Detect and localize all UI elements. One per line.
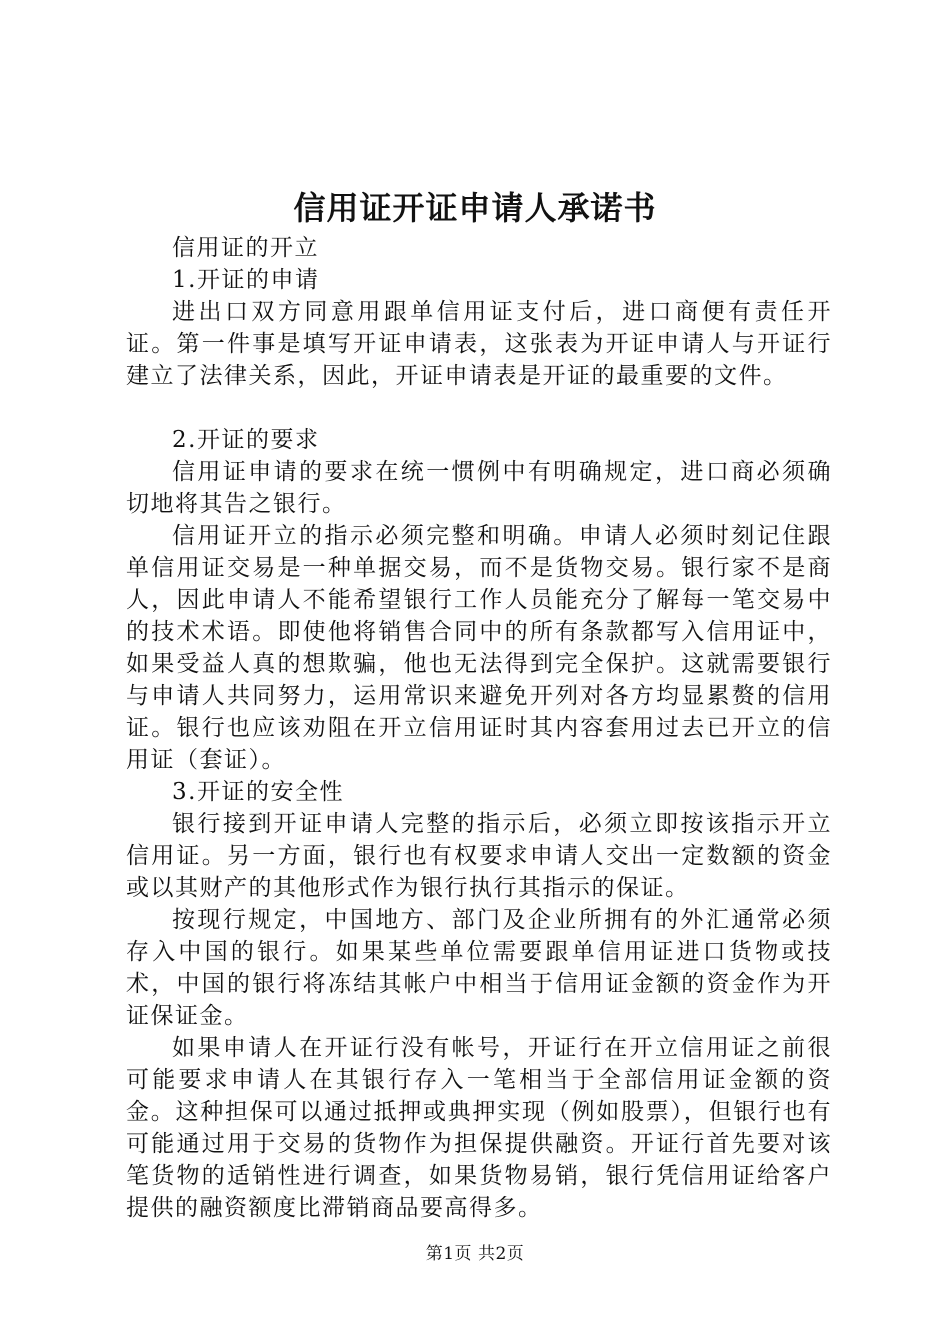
section-heading-application: 1.开证的申请 — [172, 267, 320, 293]
page-number-footer: 第1页 共2页 — [425, 1244, 525, 1264]
section-heading-lc-issuance: 信用证的开立 — [172, 235, 319, 261]
paragraph-requirements-2: 信用证开立的指示必须完整和明确。申请人必须时刻记住跟单信用证交易是一种单据交易，而不是货物交易。银行家不是商人，因此申请人不能希望银行工作人员能充分了解每一笔交易中的技术术语。即使他将销售合同中的所有条款都写入信用证中，如果受益人真的想欺骗，他也无法得到完全保护。这就需要银行与申请人共同努力，运用常识来避免开列对各方均显累赘的信用证。银行也应该劝阻在开立信用证时其内容套用过去已开立的信用证（套证）。 — [126, 523, 832, 773]
document-body — [126, 232, 832, 1224]
paragraph-security-3: 如果申请人在开证行没有帐号，开证行在开立信用证之前很可能要求申请人在其银行存入一笔相当于全部信用证金额的资金。这种担保可以通过抵押或典押实现（例如股票），但银行也有可能通过用于交易的货物作为担保提供融资。开证行首先要对该笔货物的适销性进行调查，如果货物易销，银行凭信用证给客户提供的融资额度比滞销商品要高得多。 — [126, 1035, 832, 1221]
section-heading-security: 3.开证的安全性 — [172, 779, 344, 805]
paragraph-security-1: 银行接到开证申请人完整的指示后，必须立即按该指示开立信用证。另一方面，银行也有权要求申请人交出一定数额的资金或以其财产的其他形式作为银行执行其指示的保证。 — [126, 811, 832, 901]
paragraph-requirements-1: 信用证申请的要求在统一惯例中有明确规定，进口商必须确切地将其告之银行。 — [126, 459, 832, 517]
section-heading-requirements: 2.开证的要求 — [172, 427, 320, 453]
paragraph-application: 进出口双方同意用跟单信用证支付后，进口商便有责任开证。第一件事是填写开证申请表，这张表为开证申请人与开证行建立了法律关系，因此，开证申请表是开证的最重要的文件。 — [126, 299, 832, 389]
document-title: 信用证开证申请人承诺书 — [293, 189, 657, 227]
paragraph-security-2: 按现行规定，中国地方、部门及企业所拥有的外汇通常必须存入中国的银行。如果某些单位需要跟单信用证进口货物或技术，中国的银行将冻结其帐户中相当于信用证金额的资金作为开证保证金。 — [126, 907, 832, 1029]
